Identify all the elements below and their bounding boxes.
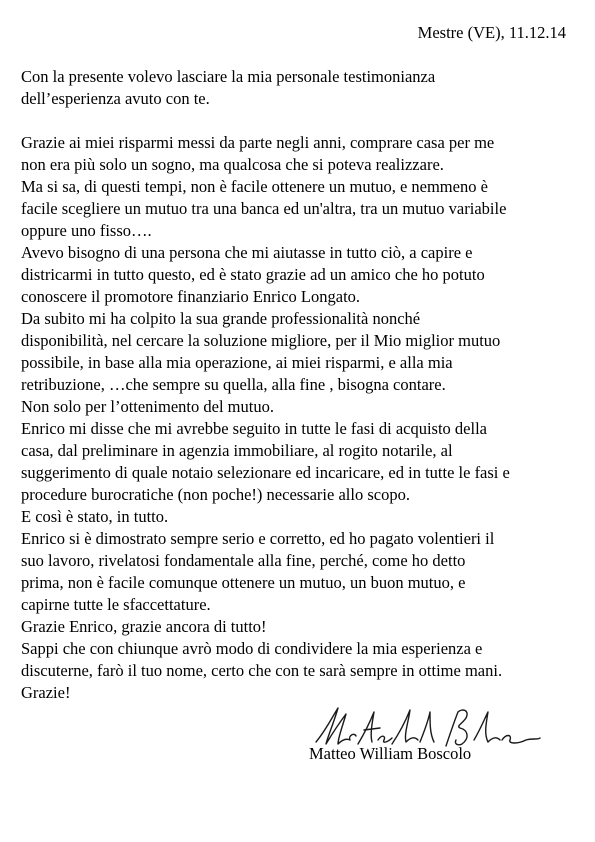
place-date: Mestre (VE), 11.12.14: [417, 23, 566, 42]
letter-line: non era più solo un sogno, ma qualcosa che si poteva realizzare.: [21, 155, 444, 174]
letter-line: Con la presente volevo lasciare la mia personale testimonianza: [21, 67, 436, 86]
letter-line: dell’esperienza avuto con te.: [21, 89, 210, 108]
letter-line: retribuzione, …che sempre su quella, alla fine , bisogna contare.: [21, 375, 446, 394]
letter-line: suggerimento di quale notaio selezionare ed incaricare, ed in tutte le fasi e: [21, 463, 510, 482]
letter-line: Enrico mi disse che mi avrebbe seguito in tutte le fasi di acquisto della: [21, 419, 487, 438]
letter-line: Grazie ai miei risparmi messi da parte negli anni, comprare casa per me: [21, 133, 495, 152]
letter-line: casa, dal preliminare in agenzia immobiliare, al rogito notarile, al: [21, 441, 453, 460]
letter-line: disponibilità, nel cercare la soluzione migliore, per il Mio miglior mutuo: [21, 331, 501, 350]
letter-line: E così è stato, in tutto.: [21, 507, 169, 526]
letter-line: Enrico si è dimostrato sempre serio e corretto, ed ho pagato volentieri il: [21, 529, 495, 548]
letter-line: possibile, in base alla mia operazione, ai miei risparmi, e alla mia: [21, 353, 453, 372]
letter-line: oppure uno fisso….: [21, 221, 152, 240]
letter-line: suo lavoro, rivelatosi fondamentale alla fine, perché, come ho detto: [21, 551, 466, 570]
letter-line: districarmi in tutto questo, ed è stato grazie ad un amico che ho potuto: [21, 265, 485, 284]
letter-line: prima, non è facile comunque ottenere un mutuo, un buon mutuo, e: [21, 573, 466, 592]
letter-line: Da subito mi ha colpito la sua grande professionalità nonché: [21, 309, 421, 328]
letter-line: conoscere il promotore finanziario Enrico Longato.: [21, 287, 361, 306]
letter-line: Grazie Enrico, grazie ancora di tutto!: [21, 617, 267, 636]
letter-line: procedure burocratiche (non poche!) necessarie allo scopo.: [21, 485, 410, 504]
letter-line: Avevo bisogno di una persona che mi aiutasse in tutto ciò, a capire e: [21, 243, 473, 262]
letter-line: discuterne, farò il tuo nome, certo che con te sarà sempre in ottime mani.: [21, 661, 503, 680]
letter-line: facile scegliere un mutuo tra una banca ed un'altra, tra un mutuo variabile: [21, 199, 507, 218]
letter-line: capirne tutte le sfaccettature.: [21, 595, 211, 614]
letter-line: Non solo per l’ottenimento del mutuo.: [21, 397, 274, 416]
letter-line: Ma si sa, di questi tempi, non è facile ottenere un mutuo, e nemmeno è: [21, 177, 488, 196]
letter-line: Sappi che con chiunque avrò modo di condividere la mia esperienza e: [21, 639, 483, 658]
signer-name: Matteo William Boscolo: [309, 744, 472, 763]
letter-line: Grazie!: [21, 683, 71, 702]
